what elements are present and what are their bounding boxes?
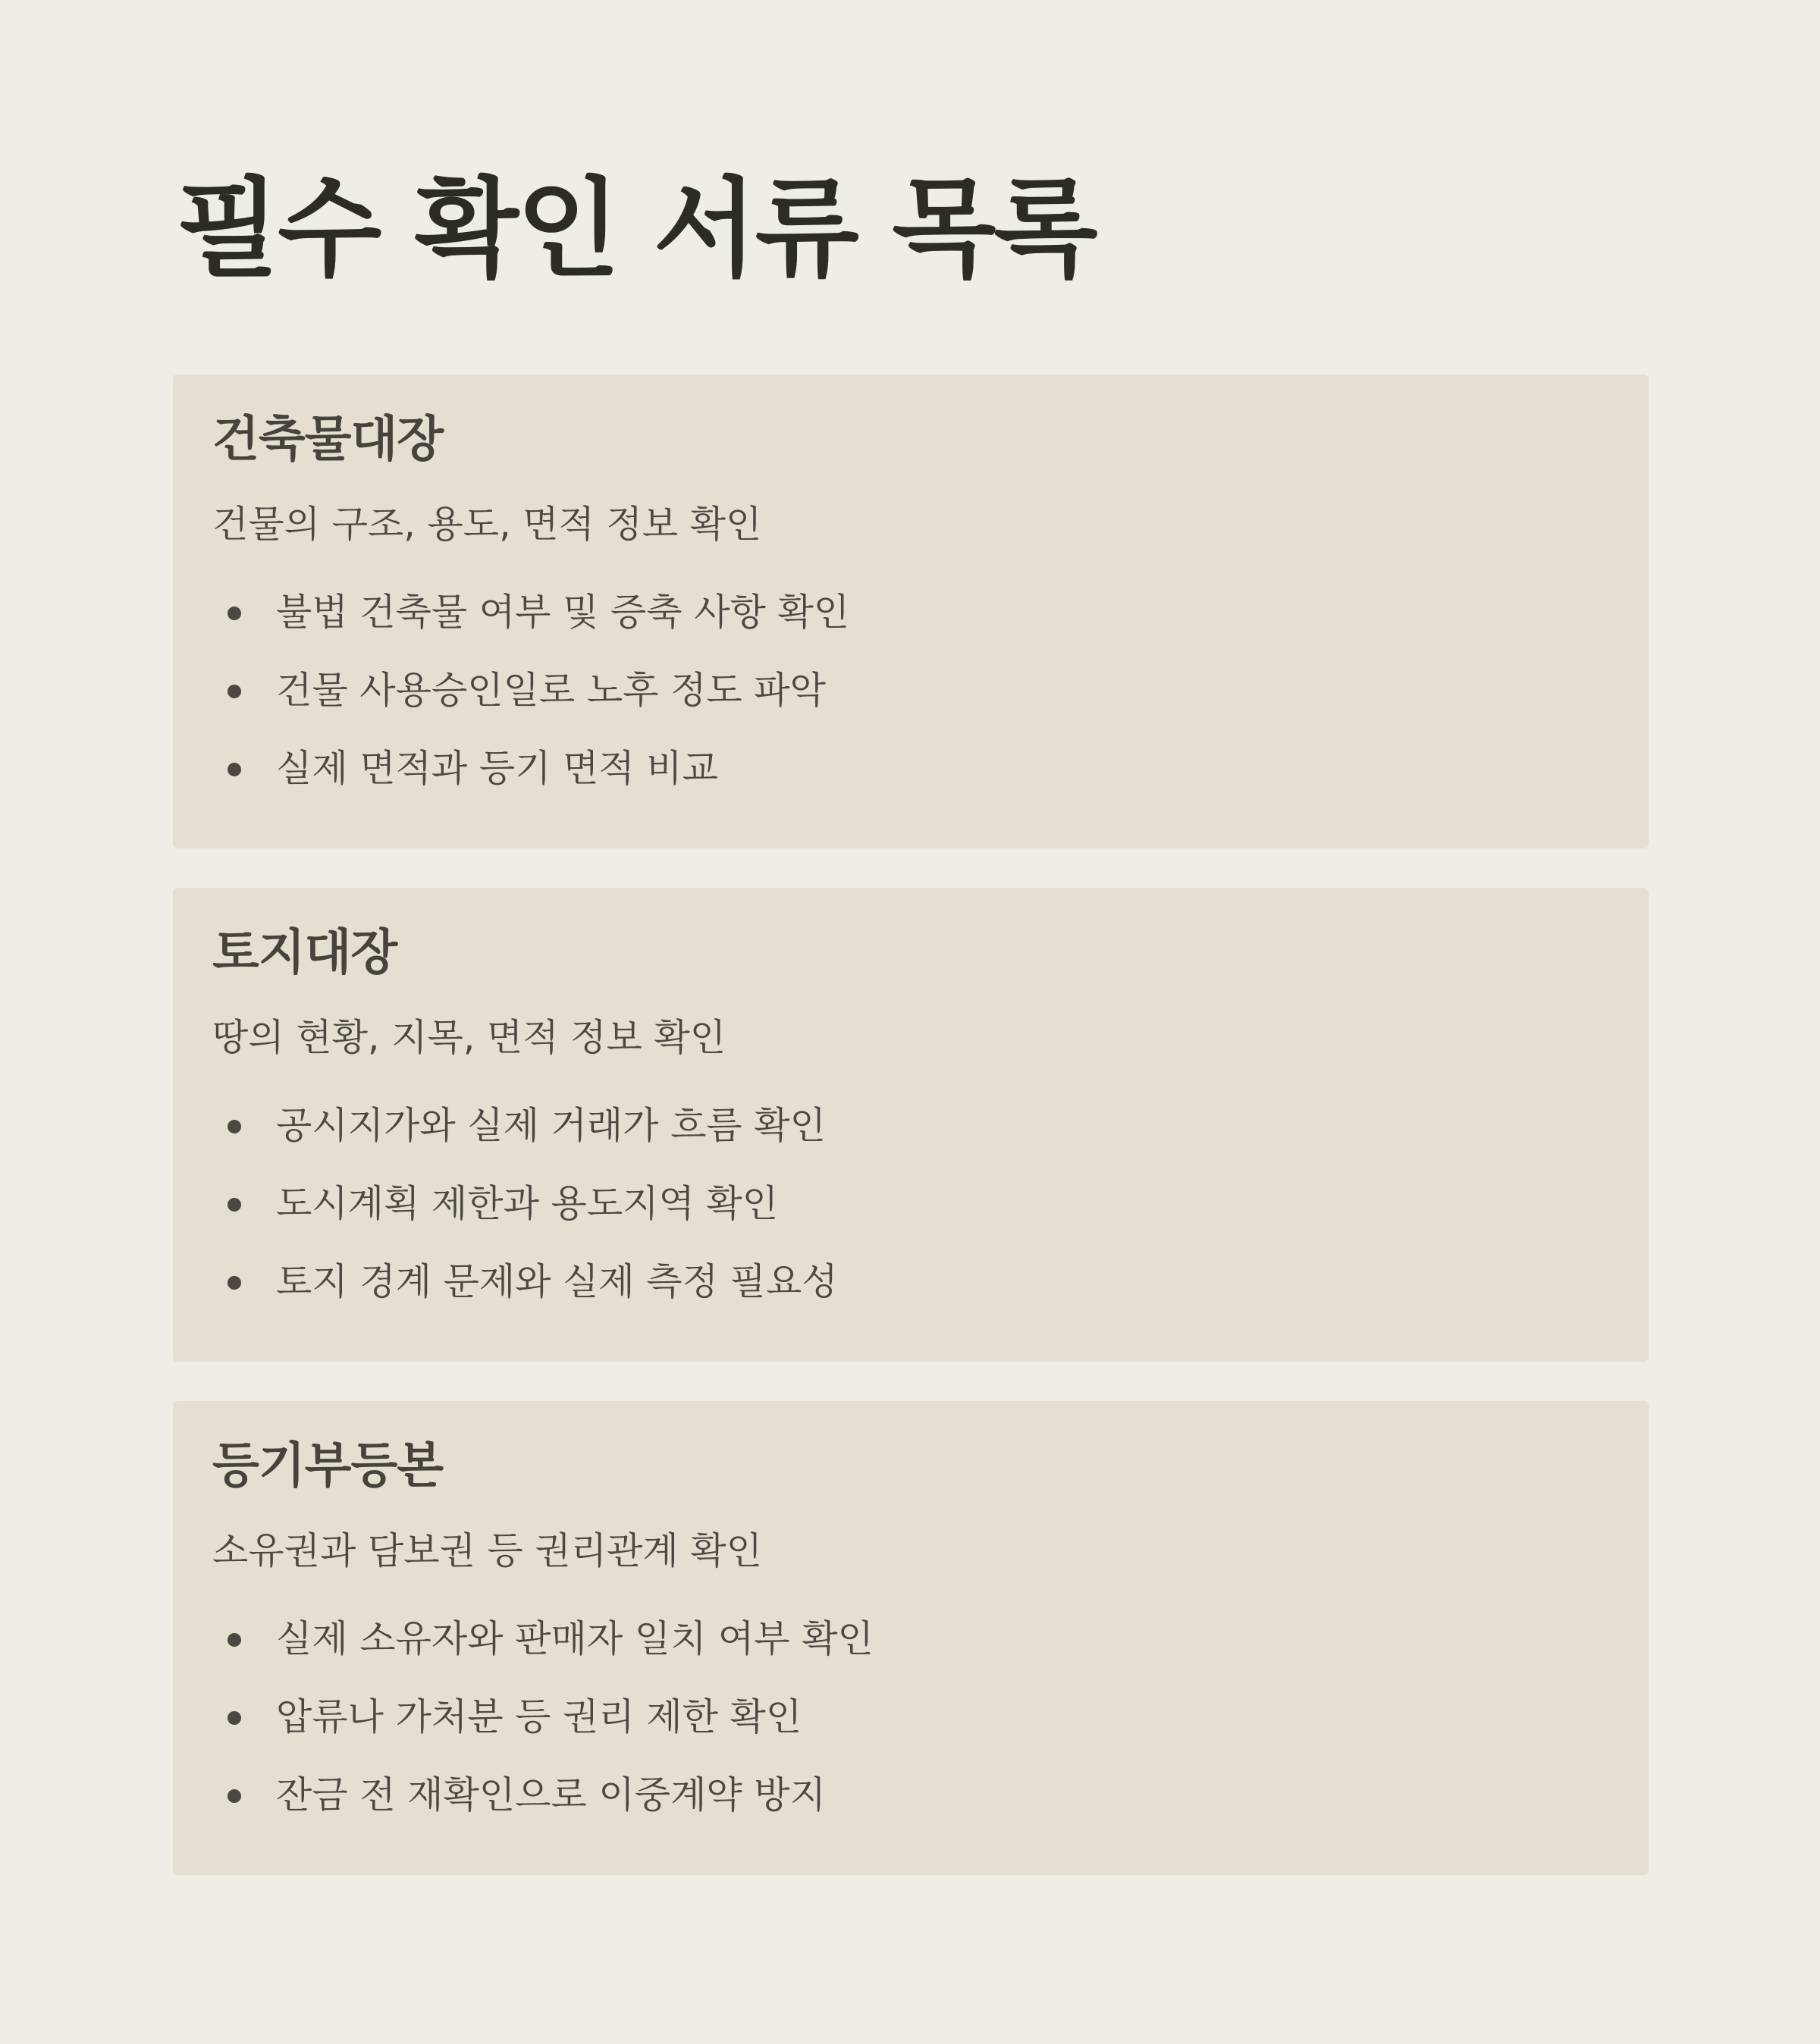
section-title: 등기부등본 [212,1438,444,1494]
bullet-icon [228,1120,241,1133]
section-title: 토지대장 [212,925,397,981]
list-item-text: 건물 사용승인일로 노후 정도 파악 [276,669,826,712]
section-checklist [212,588,849,823]
list-item [212,1615,874,1693]
section-property-registry [173,1401,1649,1875]
section-description: 건물의 구조, 용도, 면적 정보 확인 [212,503,762,546]
list-item-text: 공시지가와 실제 거래가 흐름 확인 [276,1104,826,1147]
bullet-icon [228,763,241,776]
list-item-text: 도시계획 제한과 용도지역 확인 [276,1182,779,1225]
bullet-icon [228,685,241,698]
list-item-text: 실제 소유자와 판매자 일치 여부 확인 [276,1617,874,1660]
section-description: 땅의 현황, 지목, 면적 정보 확인 [212,1016,726,1059]
list-item-text: 불법 건축물 여부 및 증축 사항 확인 [276,591,850,634]
list-item-text: 실제 면적과 등기 면적 비교 [276,747,718,790]
list-item-text: 잔금 전 재확인으로 이중계약 방지 [276,1773,826,1817]
list-item [212,1102,838,1180]
section-title: 건축물대장 [212,412,444,468]
list-item [212,1258,838,1336]
bullet-icon [228,1711,241,1725]
section-land-register [173,888,1649,1362]
list-item [212,1693,874,1771]
bullet-icon [228,1276,241,1290]
bullet-icon [228,1198,241,1212]
page-title: 필수 확인 서류 목록 [176,167,1096,292]
bullet-icon [228,1789,241,1803]
list-item [212,588,849,666]
bullet-icon [228,1633,241,1647]
list-item [212,1771,874,1849]
section-checklist [212,1102,838,1336]
list-item-text: 토지 경계 문제와 실제 측정 필요성 [276,1260,838,1303]
list-item-text: 압류나 가처분 등 권리 제한 확인 [276,1695,802,1738]
section-description: 소유권과 담보권 등 권리관계 확인 [212,1529,762,1572]
list-item [212,1180,838,1258]
section-building-register [173,375,1649,848]
list-item [212,745,849,823]
bullet-icon [228,607,241,620]
list-item [212,666,849,745]
section-checklist [212,1615,874,1849]
